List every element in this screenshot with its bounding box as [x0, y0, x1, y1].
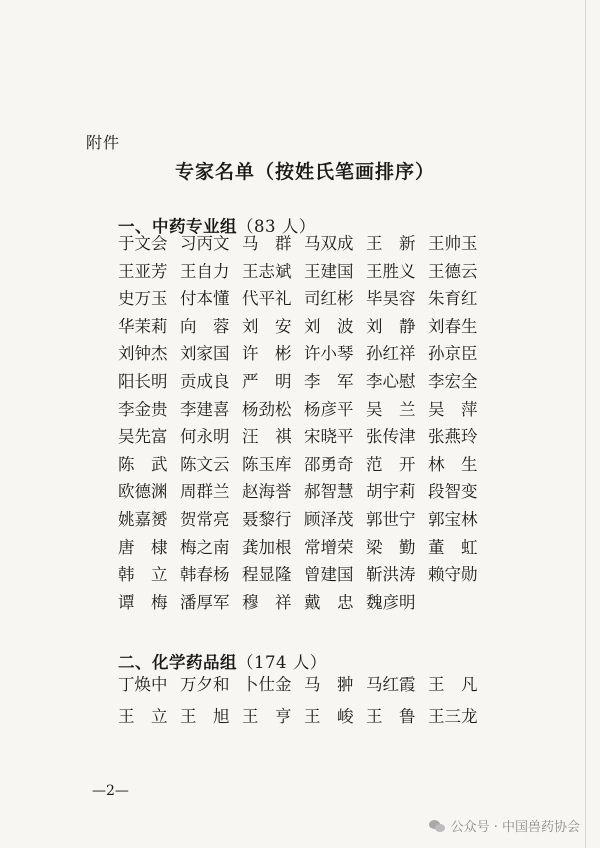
- expert-name: 王志斌: [242, 261, 292, 281]
- page-edge: [585, 0, 586, 848]
- expert-name: 谭 梅: [118, 592, 168, 612]
- section-count: （83 人）: [237, 217, 316, 236]
- section-title: 一、中药专业组: [118, 217, 237, 236]
- expert-name: 付本懂: [180, 289, 230, 309]
- expert-name: 向 蓉: [180, 316, 230, 336]
- expert-name: 刘家国: [180, 344, 230, 364]
- expert-name: 朱育红: [428, 289, 478, 309]
- page-number: —2—: [92, 783, 129, 799]
- expert-name: 许小琴: [304, 344, 354, 364]
- expert-name: 毕昊容: [366, 289, 416, 309]
- expert-name: 陈玉库: [242, 454, 292, 474]
- expert-name: 张传津: [366, 427, 416, 447]
- expert-name: 张燕玲: [428, 427, 478, 447]
- expert-name: 严 明: [242, 371, 292, 391]
- expert-name: 王帅玉: [428, 234, 478, 253]
- expert-name: 李 军: [304, 371, 354, 391]
- expert-name: 潘厚军: [180, 592, 230, 612]
- section-heading-chemical: [118, 649, 327, 673]
- expert-name: 丁焕中: [118, 675, 168, 694]
- expert-name: 汪 祺: [242, 427, 292, 447]
- expert-name: 林 生: [428, 454, 478, 474]
- watermark-text: 公众号 · 中国兽药协会: [450, 820, 580, 835]
- expert-name: 万夕和: [180, 675, 230, 694]
- expert-name: 靳洪涛: [366, 565, 416, 585]
- expert-name: 王自力: [180, 261, 230, 281]
- expert-name: 于文会: [118, 234, 168, 253]
- expert-name: 刘 波: [304, 316, 354, 336]
- wechat-icon: [429, 819, 445, 833]
- expert-name: 习丙文: [180, 234, 230, 253]
- expert-name: 姚嘉赟: [118, 509, 168, 529]
- expert-name: 聂黎行: [242, 509, 292, 529]
- name-list-tcm: [118, 236, 488, 622]
- expert-name: 贡成良: [180, 371, 230, 391]
- expert-name: 常增荣: [304, 537, 354, 557]
- expert-name: 孙京臣: [428, 344, 478, 364]
- expert-name: 马红霞: [366, 675, 416, 694]
- expert-name: 程显隆: [242, 565, 292, 585]
- expert-name: 吴 萍: [428, 399, 478, 419]
- expert-name: 王 旭: [180, 707, 230, 726]
- expert-name: 马 翀: [304, 675, 354, 694]
- expert-name: 韩 立: [118, 565, 168, 585]
- expert-name: 曾建国: [304, 565, 354, 585]
- expert-name: 范 开: [366, 454, 416, 474]
- expert-name: 欧德渊: [118, 482, 168, 502]
- expert-name: 史万玉: [118, 289, 168, 309]
- expert-name: 刘钟杰: [118, 344, 168, 364]
- expert-name: 刘春生: [428, 316, 478, 336]
- expert-name: 何永明: [180, 427, 230, 447]
- expert-name: 董 虹: [428, 537, 478, 557]
- expert-name: 杨彦平: [304, 399, 354, 419]
- section-title: 二、化学药品组: [118, 653, 237, 672]
- expert-name: 宋晓平: [304, 427, 354, 447]
- expert-name: 刘 静: [366, 316, 416, 336]
- expert-name: 魏彦明: [366, 592, 416, 612]
- expert-name: 卜仕金: [242, 675, 292, 694]
- expert-name: 王三龙: [428, 707, 478, 726]
- watermark: [429, 816, 580, 835]
- expert-name: 龚加根: [242, 537, 292, 557]
- expert-name: 马 群: [242, 234, 292, 253]
- expert-name: 王胜义: [366, 261, 416, 281]
- expert-name: 段智变: [428, 482, 478, 502]
- expert-name: 阳长明: [118, 371, 168, 391]
- expert-name: 华茉莉: [118, 316, 168, 336]
- expert-name: 穆 祥: [242, 592, 292, 612]
- expert-name: 韩春杨: [180, 565, 230, 585]
- expert-name: 梅之南: [180, 537, 230, 557]
- expert-name: 王 亨: [242, 707, 292, 726]
- expert-name: 李金贵: [118, 399, 168, 419]
- expert-name: 贺常亮: [180, 509, 230, 529]
- expert-name: 王建国: [304, 261, 354, 281]
- expert-name: 戴 忠: [304, 592, 354, 612]
- expert-name: 王 鲁: [366, 707, 416, 726]
- expert-name: 王 凡: [428, 675, 478, 694]
- expert-name: 周群兰: [180, 482, 230, 502]
- expert-name: 唐 棣: [118, 537, 168, 557]
- expert-name: 代平礼: [242, 289, 292, 309]
- expert-name: 邵勇奇: [304, 454, 354, 474]
- expert-name: 李心慰: [366, 371, 416, 391]
- expert-name: 郭世宁: [366, 509, 416, 529]
- expert-name: 陈 武: [118, 454, 168, 474]
- expert-name: 赖守勋: [428, 565, 478, 585]
- expert-name: 王 立: [118, 707, 168, 726]
- expert-name: 王德云: [428, 261, 478, 281]
- attachment-label: 附件: [86, 133, 121, 152]
- expert-name: 王 新: [366, 234, 416, 253]
- section-count: （174 人）: [237, 653, 327, 672]
- expert-name: 王亚芳: [118, 261, 168, 281]
- expert-name: 刘 安: [242, 316, 292, 336]
- expert-name: 吴先富: [118, 427, 168, 447]
- expert-name: 顾泽茂: [304, 509, 354, 529]
- expert-name: 司红彬: [304, 289, 354, 309]
- expert-name: 陈文云: [180, 454, 230, 474]
- expert-name: 吴 兰: [366, 399, 416, 419]
- expert-name: 许 彬: [242, 344, 292, 364]
- expert-name: 杨劲松: [242, 399, 292, 419]
- expert-name: 孙红祥: [366, 344, 416, 364]
- expert-name: 胡宇莉: [366, 482, 416, 502]
- expert-name: 赵海誉: [242, 482, 292, 502]
- expert-name: 郝智慧: [304, 482, 354, 502]
- expert-name: 郭宝林: [428, 509, 478, 529]
- expert-name: 马双成: [304, 234, 354, 253]
- expert-name: 李建喜: [180, 399, 230, 419]
- expert-name: 梁 勤: [366, 537, 416, 557]
- name-list-chemical: [118, 677, 488, 741]
- expert-name: 王 峻: [304, 707, 354, 726]
- document-title: 专家名单（按姓氏笔画排序）: [174, 161, 435, 183]
- expert-name: 李宏全: [428, 371, 478, 391]
